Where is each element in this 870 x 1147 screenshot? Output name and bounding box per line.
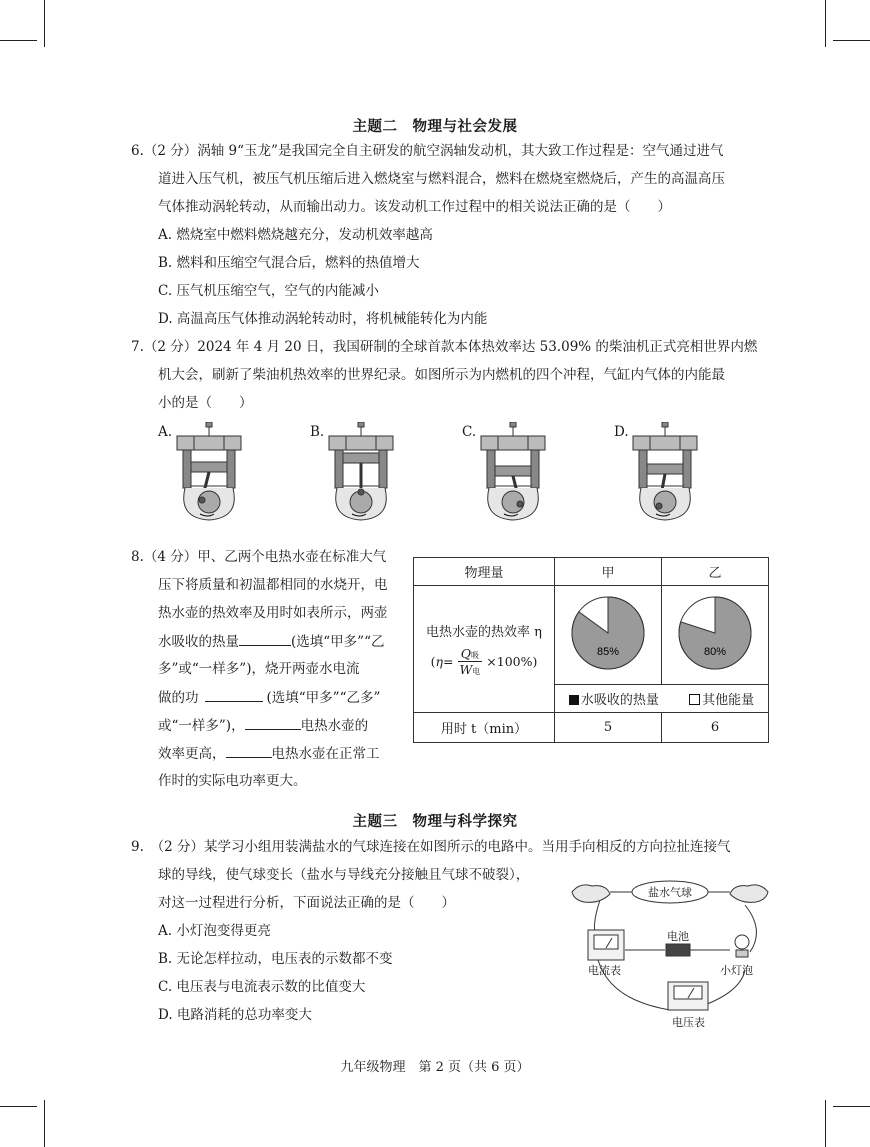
question-6-option-d: D. 高温高压气体推动涡轮转动时，将机械能转化为内能 [158, 311, 488, 327]
formula-w-sub: 电 [472, 666, 481, 676]
answer-blank-2[interactable] [205, 687, 263, 702]
formula-tail: ×100% [486, 653, 533, 669]
q8-text-fragment: (选填“甲多”“乙多” [266, 690, 381, 706]
pie-cell-jia [555, 586, 662, 685]
legend-empty-square-icon [689, 694, 700, 705]
section-title: 主题二 物理与社会发展 [352, 118, 518, 135]
question-9-option-a: A. 小灯泡变得更亮 [158, 923, 271, 939]
question-6-text: 6.（2 分）涡轴 9“玉龙”是我国完全自主研发的航空涡轴发动机，其大致工作过程是：空气通过进气 [131, 143, 724, 159]
formula-numerator [458, 646, 482, 662]
pie-chart-jia [568, 593, 648, 673]
legend-filled-square-icon [569, 695, 579, 705]
formula-w: W [459, 661, 473, 677]
q8-text-fragment: 电热水壶在正常工 [271, 746, 380, 762]
efficiency-label-cell [414, 586, 555, 713]
crop-mark [825, 1100, 826, 1147]
crop-mark [0, 40, 37, 41]
table-header-yi: 乙 [662, 558, 769, 586]
formula-denominator [456, 662, 483, 677]
ammeter-label: 电流表 [588, 964, 621, 977]
page-footer: 九年级物理 第 2 页（共 6 页） [340, 1060, 530, 1075]
question-9-text: 球的导线，使气球变长（盐水与导线充分接触且气球不破裂）， [158, 867, 530, 883]
crop-mark [0, 1106, 37, 1107]
question-8-text [158, 631, 384, 652]
question-7-text: 机大会，刷新了柴油机热效率的世界纪录。如图所示为内燃机的四个冲程，气缸内气体的内能最 [158, 367, 725, 383]
q8-text-fragment: 或“一样多”)， [158, 718, 245, 734]
question-6-text: 道进入压气机，被压气机压缩后进入燃烧室与燃料混合，燃料在燃烧室燃烧后，产生的高温高压 [158, 171, 725, 187]
answer-blank-4[interactable] [226, 743, 272, 758]
question-9-text: 9. （2 分）某学习小组用装满盐水的气球连接在如图所示的电路中。当用手向相反的方向拉扯连接气 [131, 839, 731, 855]
table-header-quantity: 物理量 [414, 558, 555, 586]
formula-q-sub: 吸 [470, 650, 479, 660]
right-hand-icon [730, 885, 768, 902]
efficiency-label: 电热水壶的热效率 η [426, 624, 542, 640]
bulb-icon [735, 935, 749, 949]
pie-chart-yi [675, 593, 755, 673]
section-title: 主题三 物理与科学探究 [352, 813, 518, 830]
crop-mark [833, 1106, 870, 1107]
time-label: 用时 t（min） [414, 712, 555, 742]
question-6-option-b: B. 燃料和压缩空气混合后，燃料的热值增大 [158, 255, 420, 271]
efficiency-formula [431, 646, 538, 677]
engine-option-label: A. [158, 424, 173, 440]
question-9-option-d: D. 电路消耗的总功率变大 [158, 1007, 312, 1023]
question-6-option-c: C. 压气机压缩空气，空气的内能减小 [158, 283, 379, 299]
question-8-text: 多”或“一样多”)，烧开两壶水电流 [158, 661, 360, 677]
crop-mark [833, 40, 870, 41]
question-8-text: 热水壶的热效率及用时如表所示，两壶 [158, 605, 388, 621]
engine-option-label: D. [614, 424, 629, 440]
bulb-label: 小灯泡 [720, 964, 753, 977]
question-6-option-a: A. 燃烧室中燃料燃烧越充分，发动机效率越高 [158, 227, 433, 243]
battery-label: 电池 [667, 930, 689, 943]
voltmeter-label: 电压表 [672, 1016, 705, 1029]
question-8-text [158, 743, 380, 764]
question-8-text: 压下将质量和初温都相同的水烧开，电 [158, 577, 388, 593]
left-hand-icon [572, 885, 610, 902]
question-7-text: 7.（2 分）2024 年 4 月 20 日，我国研制的全球首款本体热效率达 53.09% 的柴油机正式亮相世界内燃 [131, 339, 758, 355]
question-8-text [158, 715, 368, 736]
answer-blank-3[interactable] [245, 715, 301, 730]
question-9-option-c: C. 电压表与电流表示数的比值变大 [158, 979, 366, 995]
engine-stroke-diagram-d [628, 422, 702, 524]
engine-option-label: B. [310, 424, 325, 440]
q8-text-fragment: 电热水壶的 [300, 718, 369, 734]
answer-blank-1[interactable] [239, 631, 291, 646]
q8-text-fragment: (选填“甲多”“乙 [291, 634, 385, 650]
time-yi: 6 [662, 712, 769, 742]
legend-other: 其他能量 [702, 692, 755, 708]
question-7-text: 小的是（ ） [158, 395, 253, 411]
engine-option-label: C. [462, 424, 477, 440]
question-9-text: 对这一过程进行分析，下面说法正确的是（ ） [158, 895, 455, 911]
question-6-text: 气体推动涡轮转动，从而输出动力。该发动机工作过程中的相关说法正确的是（ ） [158, 199, 671, 215]
engine-stroke-diagram-a [172, 422, 246, 524]
question-9-option-b: B. 无论怎样拉动，电压表的示数都不变 [158, 951, 393, 967]
q8-text-fragment: 做的功 [158, 690, 199, 706]
balloon-label: 盐水气球 [648, 886, 692, 899]
pie-label-jia: 85% [596, 645, 620, 658]
formula-q: Q [460, 645, 471, 661]
circuit-diagram [570, 870, 770, 1030]
engine-stroke-diagram-c [476, 422, 550, 524]
time-jia: 5 [555, 712, 662, 742]
pie-label-yi: 80% [703, 645, 727, 658]
engine-stroke-diagram-b [324, 422, 398, 524]
formula-close-paren: ) [532, 653, 538, 669]
q8-text-fragment: 水吸收的热量 [158, 634, 239, 650]
ammeter-dial [594, 935, 618, 949]
crop-mark [44, 1100, 45, 1147]
formula-fraction [456, 646, 483, 677]
question-8-text: 8.（4 分）甲、乙两个电热水壶在标准大气 [131, 549, 387, 565]
formula-open-paren: ( [430, 653, 436, 669]
pie-cell-yi [662, 586, 769, 685]
battery-icon [666, 944, 690, 956]
formula-eta: η= [435, 653, 454, 669]
legend-absorbed: 水吸收的热量 [580, 692, 659, 708]
table-header-jia: 甲 [555, 558, 662, 586]
crop-mark [825, 0, 826, 47]
q8-text-fragment: 效率更高， [158, 746, 226, 762]
bulb-base [736, 950, 748, 957]
question-8-text: 作时的实际电功率更大。 [158, 773, 307, 789]
question-8-text [158, 687, 380, 708]
pie-legend [555, 684, 769, 712]
efficiency-table [413, 557, 769, 743]
crop-mark [44, 0, 45, 47]
